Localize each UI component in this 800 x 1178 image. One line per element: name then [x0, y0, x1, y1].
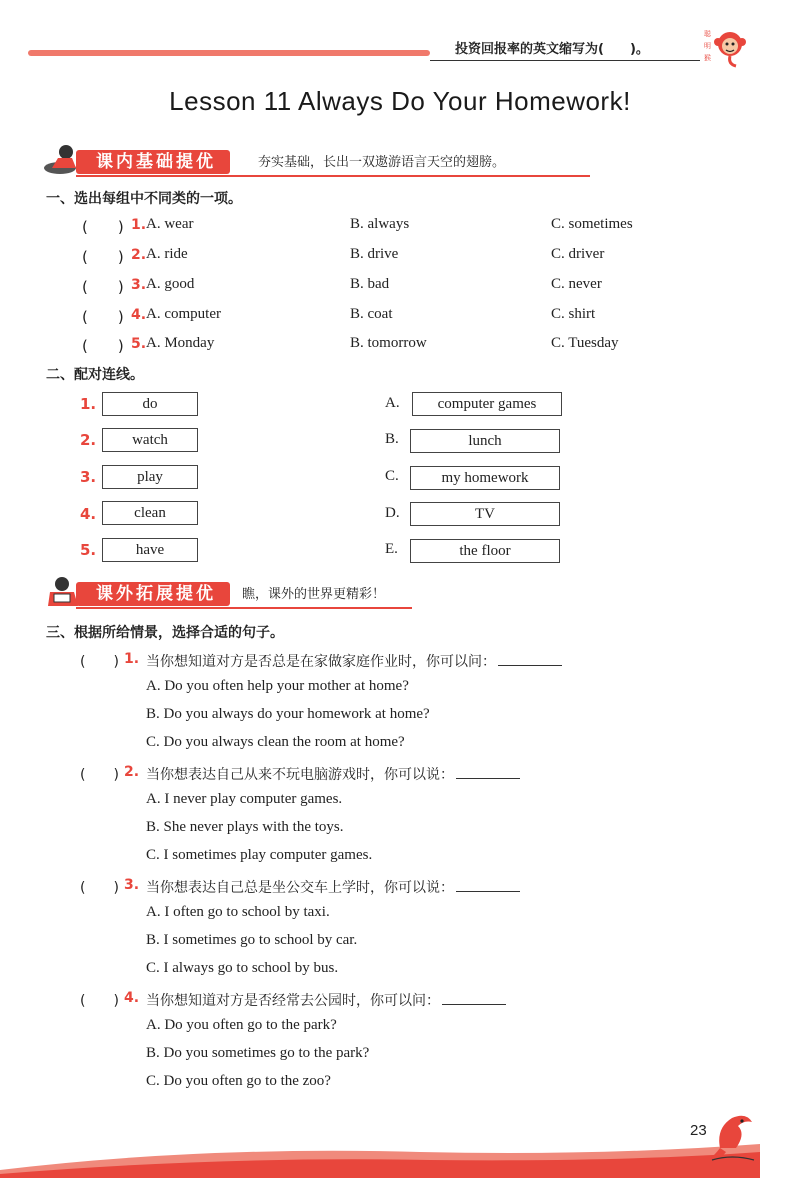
section-tag-out: 课外拓展提优 — [76, 582, 230, 606]
option-c: C. I always go to school by bus. — [146, 960, 339, 976]
option-c: C. Tuesday — [551, 335, 619, 351]
match-letter: A. — [385, 395, 400, 411]
item-number: 3. — [131, 277, 147, 293]
answer-paren[interactable]: ( ) — [82, 278, 124, 296]
option-b: B. Do you sometimes go to the park? — [146, 1045, 370, 1061]
item-number: 3. — [124, 877, 140, 893]
option-b: B. She never plays with the toys. — [146, 819, 344, 835]
answer-blank[interactable] — [498, 653, 562, 666]
match-phrase-box[interactable]: computer games — [412, 392, 562, 416]
answer-paren[interactable]: ( ) — [82, 248, 124, 266]
option-c: C. sometimes — [551, 216, 633, 232]
answer-paren[interactable]: ( ) — [80, 767, 119, 783]
match-number: 4. — [80, 505, 97, 523]
page-number: 23 — [690, 1122, 707, 1139]
section-slogan-out: 瞧，课外的世界更精彩！ — [242, 587, 386, 602]
match-number: 2. — [80, 431, 97, 449]
header-rule — [430, 60, 700, 61]
option-a: A. wear — [146, 216, 194, 232]
match-number: 5. — [80, 541, 97, 559]
matching-area — [0, 390, 800, 570]
item-number: 5. — [131, 336, 147, 352]
header-question: 投资回报率的英文缩写为( )。 — [455, 42, 649, 57]
question-label: 当你想表达自己总是坐公交车上学时，你可以说： — [146, 880, 454, 896]
option-a: A. ride — [146, 246, 188, 262]
option-a: A. computer — [146, 306, 221, 322]
answer-paren[interactable]: ( ) — [80, 993, 119, 1009]
option-a: A. good — [146, 276, 195, 292]
option-c: C. driver — [551, 246, 605, 262]
page-title: Lesson 11 Always Do Your Homework! — [169, 86, 631, 116]
answer-blank[interactable] — [456, 879, 520, 892]
match-number: 3. — [80, 468, 97, 486]
part2-heading: 二、配对连线。 — [46, 367, 144, 383]
answer-paren[interactable]: ( ) — [82, 308, 124, 326]
match-phrase-box[interactable]: TV — [410, 502, 560, 526]
svg-text:聪: 聪 — [704, 30, 711, 38]
match-letter: C. — [385, 468, 399, 484]
match-word-box[interactable]: have — [102, 538, 198, 562]
item-number: 2. — [131, 247, 147, 263]
question-label: 当你想知道对方是否总是在家做家庭作业时，你可以问： — [146, 654, 496, 670]
option-c: C. shirt — [551, 306, 596, 322]
option-a: A. I never play computer games. — [146, 791, 343, 807]
question-label: 当你想知道对方是否经常去公园时，你可以问： — [146, 993, 440, 1009]
header-bar — [28, 50, 430, 56]
option-b: B. coat — [350, 306, 393, 322]
item-number: 1. — [124, 651, 140, 667]
part3-list — [0, 648, 800, 1098]
option-c: C. I sometimes play computer games. — [146, 847, 373, 863]
match-phrase-box[interactable]: lunch — [410, 429, 560, 453]
item-number: 4. — [124, 990, 140, 1006]
answer-paren[interactable]: ( ) — [82, 337, 124, 355]
answer-paren[interactable]: ( ) — [80, 880, 119, 896]
match-word-box[interactable]: play — [102, 465, 198, 489]
match-letter: B. — [385, 431, 399, 447]
svg-text:猴: 猴 — [704, 54, 711, 62]
item-number: 4. — [131, 307, 147, 323]
option-b: B. tomorrow — [350, 335, 427, 351]
option-b: B. I sometimes go to school by car. — [146, 932, 358, 948]
list-item — [0, 306, 800, 334]
dolphin-mascot-icon — [706, 1108, 758, 1164]
option-c: C. never — [551, 276, 602, 292]
option-c: C. Do you always clean the room at home? — [146, 734, 405, 750]
match-letter: E. — [385, 541, 398, 557]
footer-wave — [0, 1140, 760, 1178]
section-slogan-in: 夯实基础，长出一双遨游语言天空的翅膀。 — [258, 155, 506, 170]
monkey-mascot-icon — [700, 22, 748, 70]
match-phrase-box[interactable]: my homework — [410, 466, 560, 490]
question-text — [146, 990, 506, 1010]
match-phrase-box[interactable]: the floor — [410, 539, 560, 563]
item-number: 1. — [131, 217, 147, 233]
section-banner-out — [42, 580, 422, 610]
list-item — [0, 246, 800, 274]
option-a: A. I often go to school by taxi. — [146, 904, 330, 920]
answer-paren[interactable]: ( ) — [80, 654, 119, 670]
option-c: C. Do you often go to the zoo? — [146, 1073, 331, 1089]
question-text — [146, 764, 520, 784]
question-text — [146, 877, 520, 897]
option-a: A. Do you often help your mother at home? — [146, 678, 409, 694]
item-number: 2. — [124, 764, 140, 780]
section-underline — [76, 175, 590, 177]
section-banner-in — [42, 148, 562, 178]
option-b: B. bad — [350, 276, 390, 292]
section-tag-in: 课内基础提优 — [76, 150, 230, 174]
match-word-box[interactable]: clean — [102, 501, 198, 525]
option-a: A. Monday — [146, 335, 215, 351]
part1-heading: 一、选出每组中不同类的一项。 — [46, 191, 242, 207]
match-number: 1. — [80, 395, 97, 413]
match-letter: D. — [385, 505, 400, 521]
question-label: 当你想表达自己从来不玩电脑游戏时，你可以说： — [146, 767, 454, 783]
match-word-box[interactable]: do — [102, 392, 198, 416]
answer-blank[interactable] — [456, 766, 520, 779]
option-a: A. Do you often go to the park? — [146, 1017, 337, 1033]
list-item — [0, 216, 800, 244]
part3-heading: 三、根据所给情景，选择合适的句子。 — [46, 625, 284, 641]
match-word-box[interactable]: watch — [102, 428, 198, 452]
answer-paren[interactable]: ( ) — [82, 218, 124, 236]
list-item — [0, 276, 800, 304]
section-underline — [76, 607, 412, 609]
question-text — [146, 651, 562, 671]
option-b: B. always — [350, 216, 410, 232]
option-b: B. Do you always do your homework at home? — [146, 706, 430, 722]
option-b: B. drive — [350, 246, 399, 262]
svg-text:明: 明 — [704, 42, 711, 50]
answer-blank[interactable] — [442, 992, 506, 1005]
list-item — [0, 335, 800, 363]
